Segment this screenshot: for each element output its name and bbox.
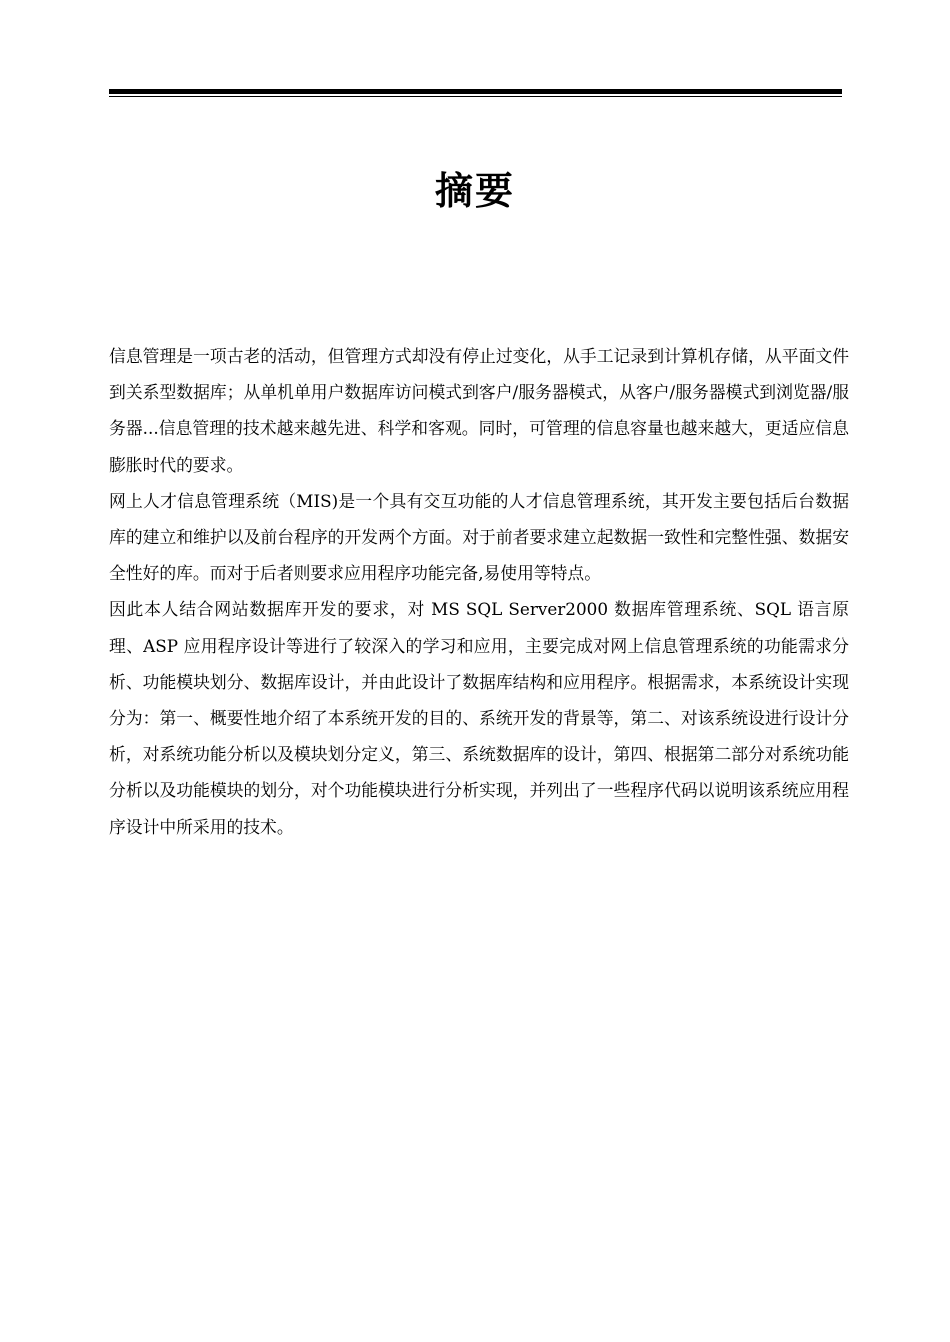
header-rule-thin	[109, 96, 842, 97]
paragraph-2: 网上人才信息管理系统（MIS)是一个具有交互功能的人才信息管理系统，其开发主要包括后台数据库的建立和维护以及前台程序的开发两个方面。对于前者要求建立起数据一致性和完整性强、数据安全性好的库。而对于后者则要求应用程序功能完备,易使用等特点。	[109, 490, 849, 584]
paragraph-3: 因此本人结合网站数据库开发的要求，对 MS SQL Server2000 数据库管理系统、SQL 语言原理、ASP 应用程序设计等进行了较深入的学习和应用，主要完成对网上信息管理系统的功能需求分析、功能模块划分、数据库设计，并由此设计了数据库结构和应用程序。根据需求，本系统设计实现分为：第一、概要性地介绍了本系统开发的目的、系统开发的背景等，第二、对该系统设进行设计分析，对系统功能分析以及模块划分定义，第三、系统数据库的设计，第四、根据第二部分对系统功能分析以及功能模块的划分，对个功能模块进行分析实现，并列出了一些程序代码以说明该系统应用程序设计中所采用的技术。	[109, 599, 849, 837]
paragraph-1: 信息管理是一项古老的活动，但管理方式却没有停止过变化，从手工记录到计算机存储，从平面文件到关系型数据库；从单机单用户数据库访问模式到客户/服务器模式，从客户/服务器模式到浏览器/服务器...信息管理的技术越来越先进、科学和客观。同时，可管理的信息容量也越来越大，更适应信息膨胀时代的要求。	[109, 346, 849, 475]
page-title: 摘要	[434, 169, 515, 213]
header-rule-thick	[109, 89, 842, 94]
abstract-body	[109, 338, 849, 845]
